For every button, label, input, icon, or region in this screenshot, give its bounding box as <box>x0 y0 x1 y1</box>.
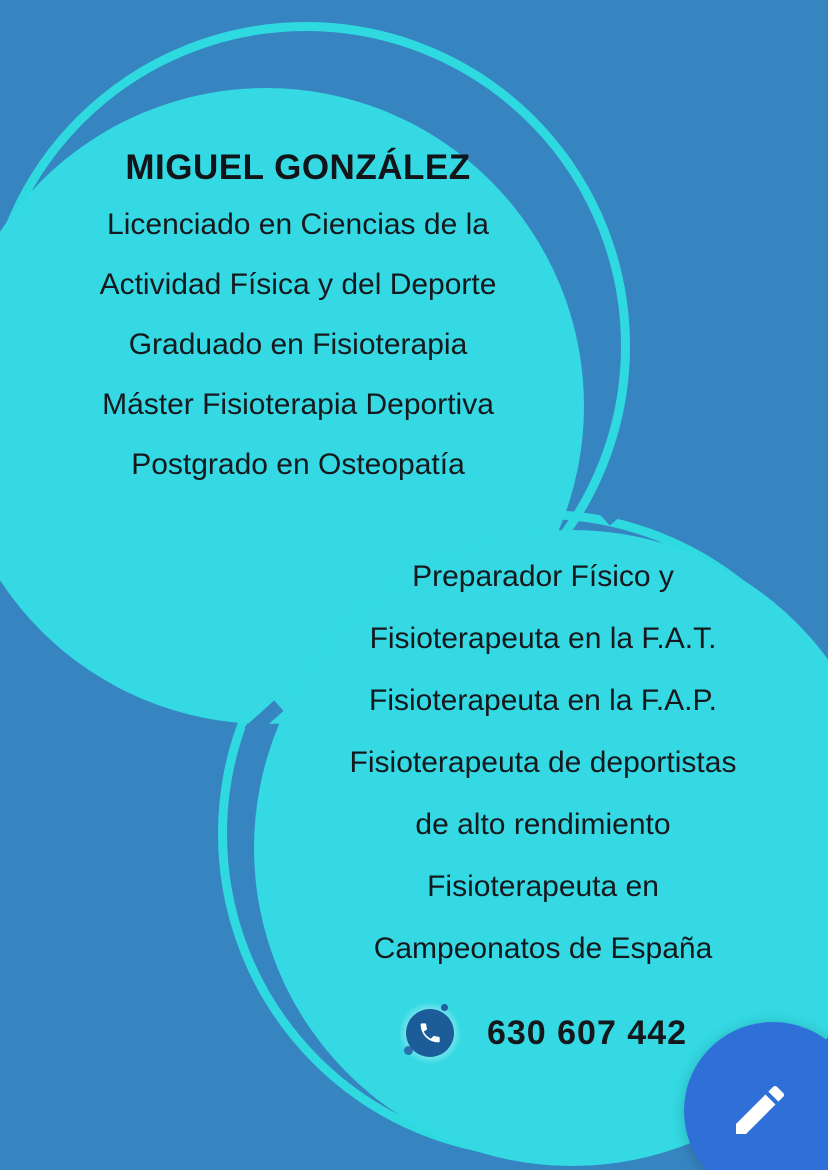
experience-line: Fisioterapeuta en <box>427 870 659 903</box>
experience-line: de alto rendimiento <box>415 808 671 841</box>
phone-icon-disc <box>406 1009 454 1057</box>
experience-line: Fisioterapeuta de deportistas <box>349 746 737 779</box>
credentials-block-top <box>0 148 596 480</box>
experience-line: Fisioterapeuta en la F.A.P. <box>369 684 717 717</box>
pencil-icon <box>728 1078 792 1142</box>
person-name: MIGUEL GONZÁLEZ <box>125 148 471 187</box>
credential-line: Máster Fisioterapia Deportiva <box>102 388 494 421</box>
phone-icon-dot <box>441 1004 448 1011</box>
credential-line: Postgrado en Osteopatía <box>131 448 465 481</box>
credential-line: Licenciado en Ciencias de la <box>107 208 489 241</box>
experience-line: Campeonatos de España <box>373 932 713 965</box>
credential-line: Actividad Física y del Deporte <box>99 268 497 301</box>
experience-line: Fisioterapeuta en la F.A.T. <box>369 622 717 655</box>
experience-line: Preparador Físico y <box>412 560 674 593</box>
credentials-block-bottom <box>258 562 828 996</box>
phone-icon <box>399 1002 461 1064</box>
credential-line: Graduado en Fisioterapia <box>128 328 468 361</box>
phone-number: 630 607 442 <box>486 1013 688 1052</box>
